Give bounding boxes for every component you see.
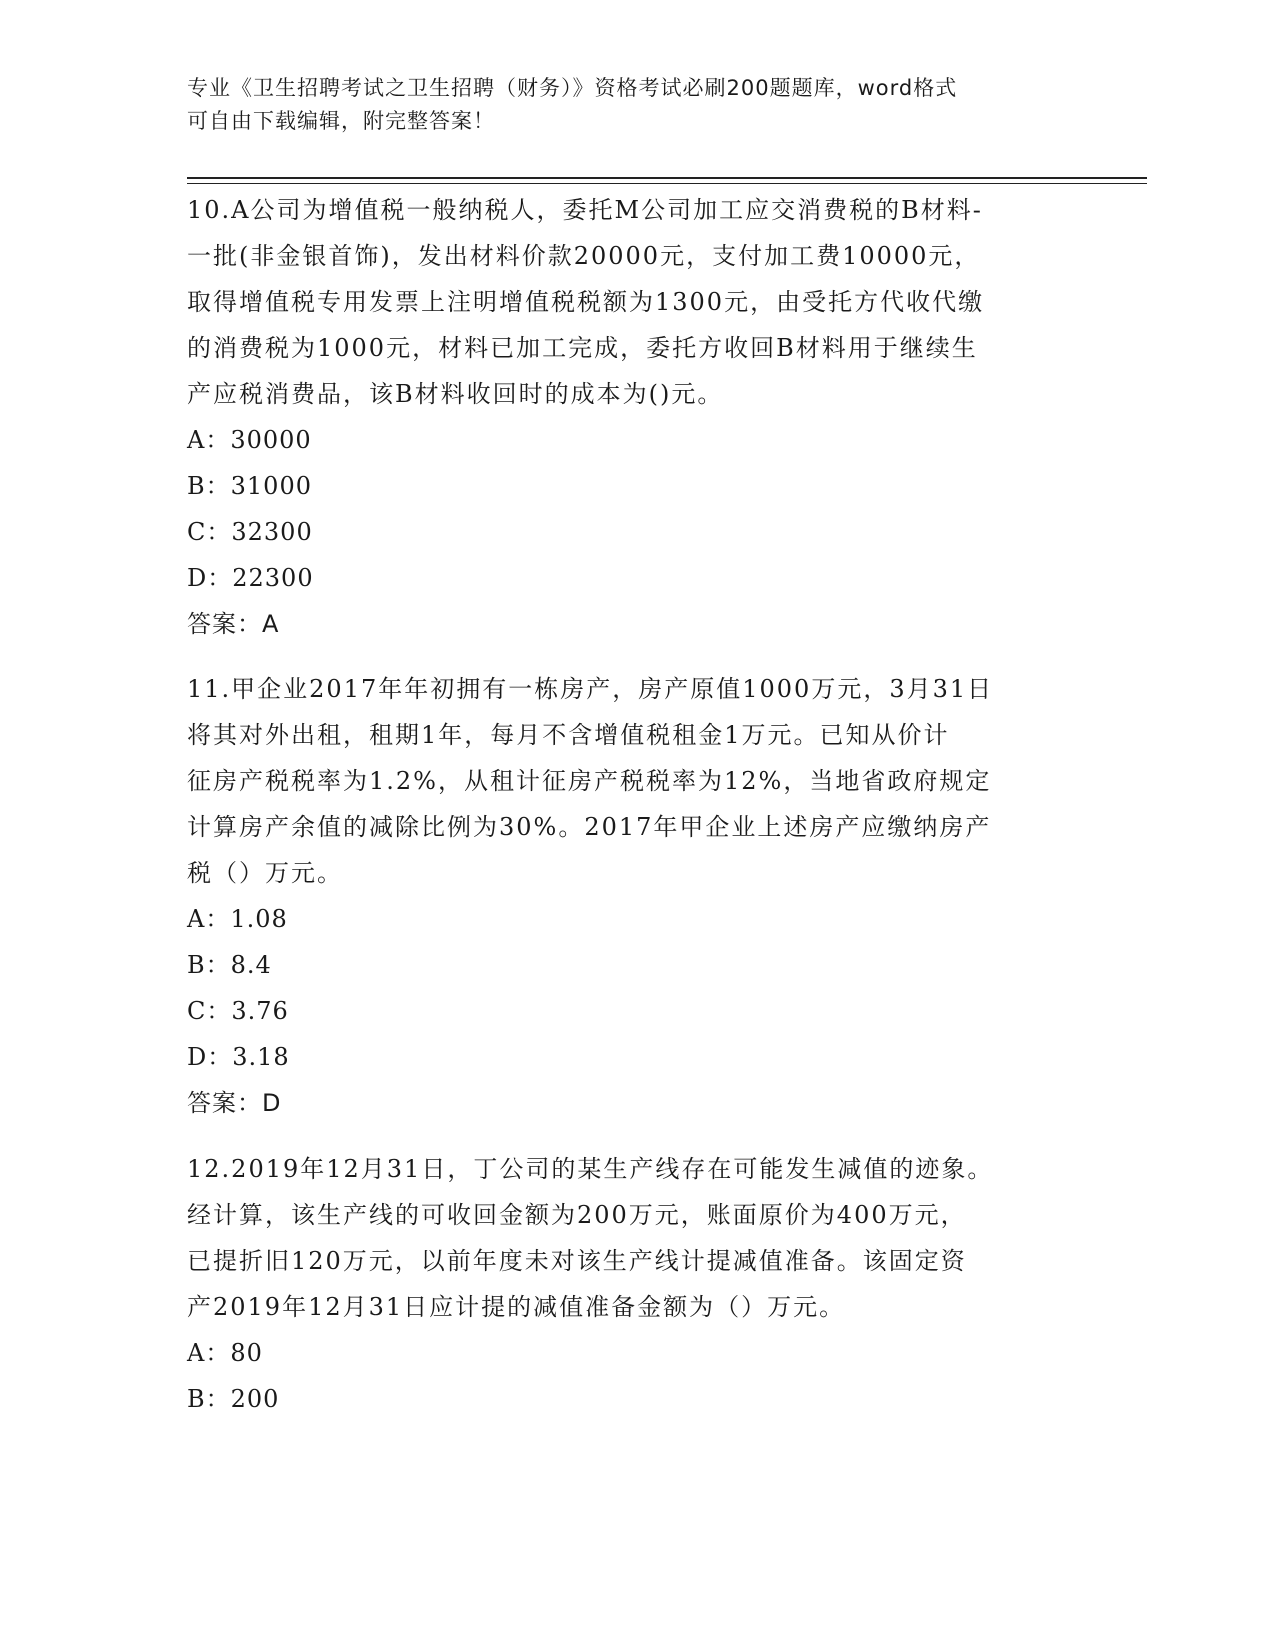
option-c: C：32300 [187,518,313,546]
question-10 [187,187,1087,647]
question-12 [187,1146,1087,1422]
question-line: 产2019年12月31日应计提的减值准备金额为（）万元。 [187,1293,846,1321]
question-line: 一批(非金银首饰)，发出材料价款20000元，支付加工费10000元， [187,242,981,270]
question-text [187,666,1087,896]
option-a: A：1.08 [187,905,288,933]
option-d: D：3.18 [187,1043,290,1071]
answer-label: 答案：A [187,610,280,638]
question-line: 12.2019年12月31日，丁公司的某生产线存在可能发生减值的迹象。 [187,1155,994,1183]
question-line: 10.A公司为增值税一般纳税人，委托M公司加工应交消费税的B材料- [187,196,983,224]
page-header [187,72,1087,138]
question-11 [187,666,1087,1126]
header-line-2: 可自由下载编辑，附完整答案！ [187,109,495,133]
question-line: 已提折旧120万元，以前年度未对该生产线计提减值准备。该固定资 [187,1247,967,1275]
question-line: 计算房产余值的减除比例为30%。2017年甲企业上述房产应缴纳房产 [187,813,992,841]
answer-label: 答案：D [187,1089,282,1117]
option-d: D：22300 [187,564,314,592]
header-rule-thin [187,183,1147,184]
question-line: 产应税消费品，该B材料收回时的成本为()元。 [187,380,724,408]
option-b: B：200 [187,1385,280,1413]
option-b: B：8.4 [187,951,272,979]
question-line: 税（）万元。 [187,859,343,887]
option-a: A：30000 [187,426,312,454]
question-line: 取得增值税专用发票上注明增值税税额为1300元，由受托方代收代缴 [187,288,985,316]
question-line: 经计算，该生产线的可收回金额为200万元，账面原价为400万元， [187,1201,967,1229]
question-line: 的消费税为1000元，材料已加工完成，委托方收回B材料用于继续生 [187,334,978,362]
question-line: 将其对外出租，租期1年，每月不含增值税租金1万元。已知从价计 [187,721,950,749]
question-text [187,1146,1087,1330]
option-a: A：80 [187,1339,263,1367]
header-rule-thick [187,177,1147,179]
question-line: 征房产税税率为1.2%，从租计征房产税税率为12%，当地省政府规定 [187,767,992,795]
option-c: C：3.76 [187,997,289,1025]
question-line: 11.甲企业2017年年初拥有一栋房产，房产原值1000万元，3月31日 [187,675,994,703]
header-line-1: 专业《卫生招聘考试之卫生招聘（财务）》资格考试必刷200题题库，word格式 [187,76,958,100]
option-b: B：31000 [187,472,312,500]
question-text [187,187,1087,417]
